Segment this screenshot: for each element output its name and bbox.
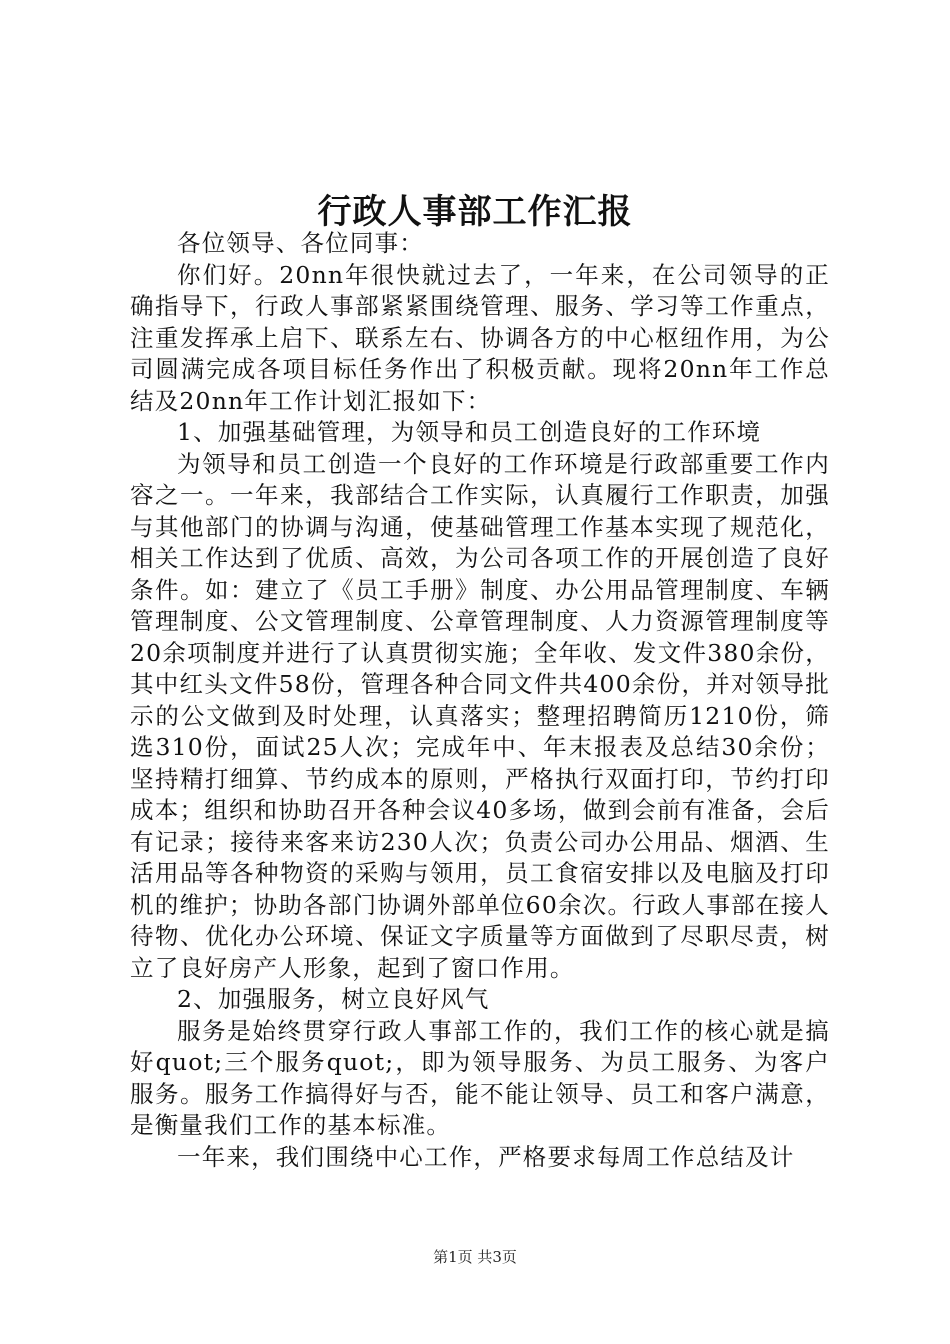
page-footer: 第1页 共3页	[433, 1248, 517, 1266]
paragraph-intro: 你们好。20nn年很快就过去了，一年来，在公司领导的正确指导下，行政人事部紧紧围绕管理、服务、学习等工作重点，注重发挥承上启下、联系左右、协调各方的中心枢纽作用，为公司圆满完成各项目标任务作出了积极贡献。现将20nn年工作总结及20nn年工作计划汇报如下：	[130, 260, 830, 415]
section-heading-1: 1、加强基础管理，为领导和员工创造良好的工作环境	[177, 418, 762, 446]
document-body	[130, 228, 830, 1173]
section-heading-2: 2、加强服务，树立良好风气	[177, 985, 490, 1013]
salutation: 各位领导、各位同事：	[177, 229, 424, 257]
page-title: 行政人事部工作汇报	[317, 192, 633, 232]
paragraph-section-2: 服务是始终贯穿行政人事部工作的，我们工作的核心就是搞好quot;三个服务quot;，即为领导服务、为员工服务、为客户服务。服务工作搞得好与否，能不能让领导、员工和客户满意，是衡量我们工作的基本标准。	[130, 1016, 830, 1139]
paragraph-section-2-cont: 一年来，我们围绕中心工作，严格要求每周工作总结及计	[177, 1142, 795, 1171]
paragraph-section-1: 为领导和员工创造一个良好的工作环境是行政部重要工作内容之一。一年来，我部结合工作实际，认真履行工作职责，加强与其他部门的协调与沟通，使基础管理工作基本实现了规范化，相关工作达到了优质、高效，为公司各项工作的开展创造了良好条件。如：建立了《员工手册》制度、办公用品管理制度、车辆管理制度、公文管理制度、公章管理制度、人力资源管理制度等20余项制度并进行了认真贯彻实施；全年收、发文件380余份，其中红头文件58份，管理各种合同文件共400余份，并对领导批示的公文做到及时处理，认真落实；整理招聘简历1210份，筛选310份，面试25人次；完成年中、年末报表及总结30余份；坚持精打细算、节约成本的原则，严格执行双面打印，节约打印成本；组织和协助召开各种会议40多场，做到会前有准备，会后有记录；接待来客来访230人次；负责公司办公用品、烟酒、生活用品等各种物资的采购与领用，员工食宿安排以及电脑及打印机的维护；协助各部门协调外部单位60余次。行政人事部在接人待物、优化办公环境、保证文字质量等方面做到了尽职尽责，树立了良好房产人形象，起到了窗口作用。	[130, 449, 830, 982]
